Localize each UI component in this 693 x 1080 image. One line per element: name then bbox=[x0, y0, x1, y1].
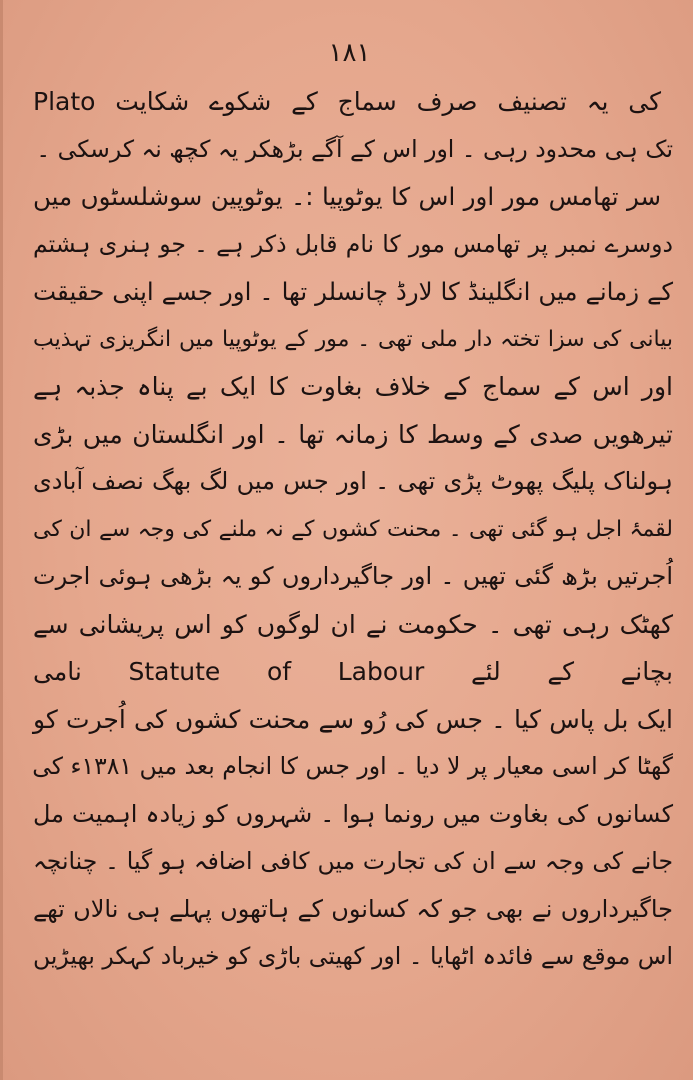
text-line-17: جانے کی وجہ سے ان کی تجارت میں کافی اضافہ ہو گیا ۔ چنانچہ bbox=[33, 847, 673, 875]
text-line-2: تک ہی محدود رہی ۔ اور اس کے آگے بڑھکر یہ کچھ نہ کرسکی ۔ bbox=[36, 134, 673, 163]
text-line-10: لقمۂ اجل ہو گئی تھی ۔ محنت کشوں کے نہ ملنے کی وجہ سے ان کی bbox=[33, 516, 673, 542]
text-line-15: گھٹا کر اسی معیار پر لا دیا ۔ اور جس کا انجام بعد میں ۱۳۸۱ء کی bbox=[32, 752, 673, 780]
body-text bbox=[33, 78, 673, 981]
text-line-9: ہولناک پلیگ پھوٹ پڑی تھی ۔ اور جس میں لگ بھگ نصف آبادی bbox=[33, 467, 673, 495]
text-line-16: کسانوں کی بغاوت میں رونما ہوا ۔ شہروں کو زیادہ اہمیت مل bbox=[33, 799, 673, 828]
text-line-12: کھٹک رہی تھی ۔ حکومت نے ان لوگوں کو اس پریشانی سے bbox=[33, 609, 673, 639]
text-line-18: جاگیرداروں نے بھی جو کہ کسانوں کے ہاتھوں پہلے ہی نالاں تھے bbox=[33, 894, 673, 923]
text-line-3: سر تھامس مور اور اس کا یوٹوپیا :۔ یوٹوپین سوشلسٹوں میں bbox=[33, 182, 661, 211]
text-line-5: کے زمانے میں انگلینڈ کا لارڈ چانسلر تھا ۔ اور جسے اپنی حقیقت bbox=[33, 277, 673, 306]
page-number: ۱۸۱ bbox=[328, 38, 371, 68]
text-line-8: تیرھویں صدی کے وسط کا زمانہ تھا ۔ اور انگلستان میں بڑی bbox=[33, 419, 673, 449]
text-line-19: اس موقع سے فائدہ اٹھایا ۔ اور کھیتی باڑی کو خیرباد کہکر بھیڑیں bbox=[33, 942, 673, 970]
text-line-11: اُجرتیں بڑھ گئی تھیں ۔ اور جاگیرداروں کو یہ بڑھی ہوئی اجرت bbox=[33, 562, 673, 590]
text-line-14: ایک بل پاس کیا ۔ جس کی رُو سے محنت کشوں کی اُجرت کو bbox=[33, 704, 673, 734]
text-line-1: Plato کی یہ تصنیف صرف سماج کے شکوے شکایت bbox=[33, 87, 662, 116]
text-line-4: دوسرے نمبر پر تھامس مور کا نام قابل ذکر ہے ۔ جو ہنری ہشتم bbox=[33, 229, 673, 258]
text-line-7: اور اس کے سماج کے خلاف بغاوت کا ایک بے پناہ جذبہ ہے bbox=[33, 372, 673, 401]
text-line-13: بچانے کے لئے Statute of Labour نامی bbox=[33, 657, 673, 686]
text-line-6: بیانی کی سزا تختہ دار ملی تھی ۔ مور کے یوٹوپیا میں انگریزی تہذیب bbox=[33, 326, 673, 352]
